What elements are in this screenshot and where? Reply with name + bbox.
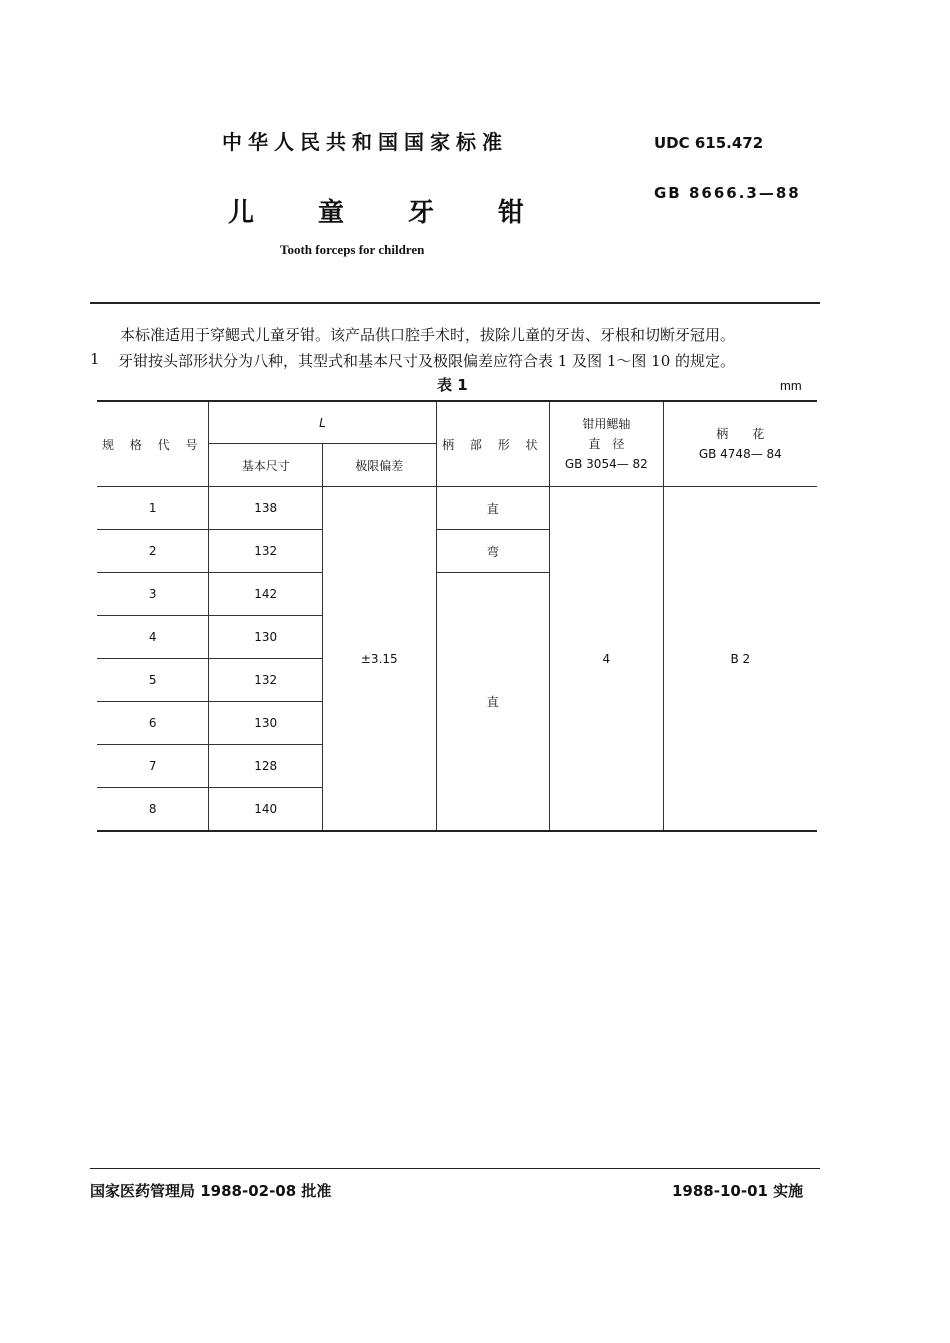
header-axle-line2: 直 径 (588, 437, 625, 451)
spec-table (97, 400, 817, 832)
header-axle-line3: GB 3054— 82 (564, 457, 648, 471)
header-handle-shape: 柄 部 形 状 (436, 401, 549, 487)
english-title: Tooth forceps for children (280, 242, 425, 257)
shape-straight: 直 (436, 487, 549, 530)
shape-bent: 弯 (436, 530, 549, 573)
table-unit: mm (780, 378, 802, 393)
title-char: 童 (318, 198, 345, 228)
row-code: 5 (97, 659, 209, 702)
document-title (228, 192, 588, 229)
header-axle-line1: 钳用鳃轴 (582, 417, 631, 431)
row-size: 128 (209, 745, 323, 788)
title-char: 钳 (498, 198, 525, 228)
header-limit-deviation: 极限偏差 (322, 444, 436, 487)
standard-title: 中华人民共和国国家标准 (222, 130, 508, 154)
clause-paragraph: 牙钳按头部形状分为八种，其型式和基本尺寸及极限偏差应符合表 1 及图 1～图 10 的规定。 (118, 352, 736, 370)
header-divider (90, 302, 820, 304)
title-char: 儿 (228, 198, 255, 228)
row-code: 4 (97, 616, 209, 659)
footer-divider (90, 1168, 820, 1169)
row-size: 130 (209, 616, 323, 659)
scope-paragraph: 本标准适用于穿鳃式儿童牙钳。该产品供口腔手术时，拔除儿童的牙齿、牙根和切断牙冠用。 (120, 326, 736, 344)
row-size: 142 (209, 573, 323, 616)
header-pattern-line2: GB 4748— 84 (698, 447, 782, 461)
row-size: 132 (209, 659, 323, 702)
pattern-value: B 2 (663, 487, 817, 832)
table-caption: 表 1 (437, 376, 468, 394)
row-size: 138 (209, 487, 323, 530)
row-size: 130 (209, 702, 323, 745)
row-code: 2 (97, 530, 209, 573)
udc-code: UDC 615.472 (654, 134, 764, 152)
row-code: 6 (97, 702, 209, 745)
row-size: 132 (209, 530, 323, 573)
limit-deviation-value: ±3.15 (322, 487, 436, 832)
approval-note: 国家医药管理局 1988-02-08 批准 (90, 1182, 332, 1200)
clause-number: 1 (90, 350, 100, 368)
shape-straight-rest: 直 (436, 573, 549, 832)
header-axle-diameter (550, 401, 664, 487)
title-char: 牙 (408, 198, 435, 228)
row-code: 1 (97, 487, 209, 530)
row-code: 7 (97, 745, 209, 788)
implementation-date: 1988-10-01 实施 (672, 1182, 804, 1200)
axle-diameter-value: 4 (550, 487, 664, 832)
header-pattern-line1: 柄 花 (716, 427, 765, 441)
row-code: 8 (97, 788, 209, 832)
gb-number: GB 8666.3—88 (654, 184, 801, 202)
header-handle-pattern (663, 401, 817, 487)
row-size: 140 (209, 788, 323, 832)
header-spec-code: 规 格 代 号 (97, 401, 209, 487)
row-code: 3 (97, 573, 209, 616)
header-L: L (209, 401, 436, 444)
header-basic-size: 基本尺寸 (209, 444, 323, 487)
